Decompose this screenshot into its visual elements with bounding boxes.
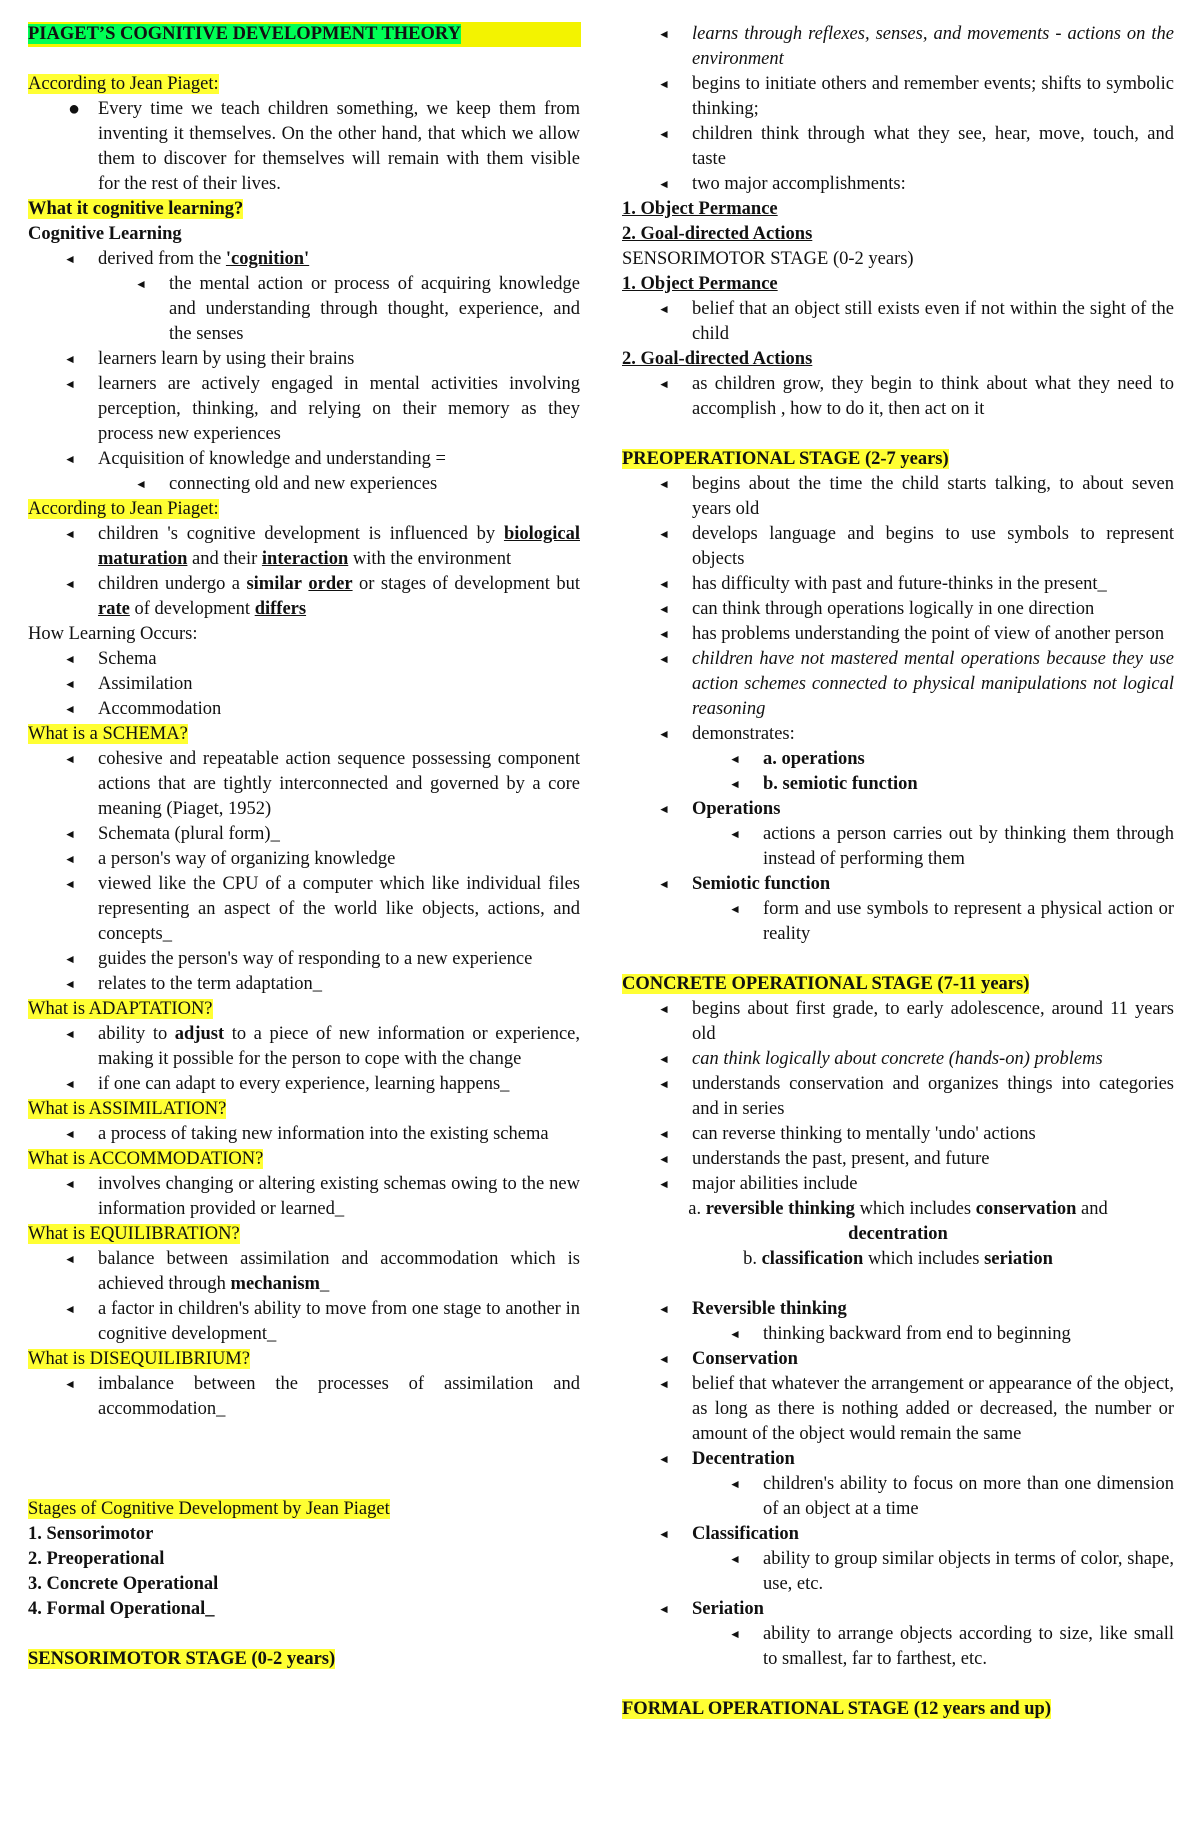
arrow-bullet-icon: ◄ bbox=[658, 527, 670, 541]
list-item: ◄ a factor in children's ability to move from one stage to another in cognitive development_ bbox=[64, 1299, 580, 1344]
stage-item: 3. Concrete Operational bbox=[28, 1574, 219, 1594]
list-item: ◄ ability to adjust to a piece of new information or experience, making it possible for the person to cope with the change bbox=[64, 1024, 580, 1069]
arrow-bullet-icon: ◄ bbox=[64, 877, 76, 891]
list-item: ◄ learns through reflexes, senses, and movements - actions on the environment bbox=[658, 24, 1174, 69]
arrow-bullet-icon: ◄ bbox=[64, 677, 76, 691]
heading-assimilation: What is ASSIMILATION? bbox=[28, 1099, 227, 1119]
heading-according-piaget-2: According to Jean Piaget: bbox=[28, 499, 219, 519]
arrow-bullet-icon: ◄ bbox=[729, 777, 741, 791]
list-item: ◄ cohesive and repeatable action sequence possessing component actions that are tightly interconnected and governed by a core meaning (Piaget, 1952) bbox=[64, 749, 580, 819]
list-item: ◄ ability to arrange objects according to size, like small to smallest, far to farthest, etc. bbox=[729, 1624, 1174, 1669]
list-item: ◄ has problems understanding the point of view of another person bbox=[622, 622, 1174, 647]
arrow-bullet-icon: ◄ bbox=[64, 377, 76, 391]
heading-accommodation: What is ACCOMMODATION? bbox=[28, 1149, 264, 1169]
heading-according-piaget: According to Jean Piaget: bbox=[28, 74, 219, 94]
list-item: ◄ Reversible thinking bbox=[622, 1297, 1174, 1322]
list-item: ◄ viewed like the CPU of a computer which like individual files representing an aspect of the world like objects, actions, and concepts_ bbox=[64, 874, 580, 944]
arrow-bullet-icon: ◄ bbox=[64, 252, 76, 266]
list-item: ◄ children undergo a similar order or stages of development but rate of development differs bbox=[64, 574, 580, 619]
list-item: ◄ imbalance between the processes of assimilation and accommodation_ bbox=[64, 1374, 580, 1419]
arrow-bullet-icon: ◄ bbox=[64, 1027, 76, 1041]
arrow-bullet-icon: ◄ bbox=[658, 577, 670, 591]
goal-directed-label-2: 2. Goal-directed Actions bbox=[622, 349, 813, 369]
left-column bbox=[28, 22, 580, 1672]
stage-item: 1. Sensorimotor bbox=[28, 1524, 154, 1544]
list-item: ◄ begins about the time the child starts talking, to about seven years old bbox=[658, 474, 1174, 519]
list-item: ◄ guides the person's way of responding to a new experience bbox=[28, 947, 580, 972]
list-item: ◄ Schema bbox=[28, 647, 580, 672]
bullet-dot-icon: ● bbox=[68, 98, 81, 120]
arrow-bullet-icon: ◄ bbox=[64, 827, 76, 841]
arrow-bullet-icon: ◄ bbox=[658, 1002, 670, 1016]
arrow-bullet-icon: ◄ bbox=[64, 352, 76, 366]
arrow-bullet-icon: ◄ bbox=[658, 477, 670, 491]
goal-directed-label: 2. Goal-directed Actions bbox=[622, 224, 813, 244]
arrow-bullet-icon: ◄ bbox=[658, 127, 670, 141]
list-item: ◄ learners learn by using their brains bbox=[28, 347, 580, 372]
arrow-bullet-icon: ◄ bbox=[135, 277, 147, 291]
list-item: ◄ can think through operations logically in one direction bbox=[622, 597, 1174, 622]
list-item: ◄ Schemata (plural form)_ bbox=[28, 822, 580, 847]
list-item: ◄ Semiotic function bbox=[622, 872, 1174, 897]
document-title: PIAGET’S COGNITIVE DEVELOPMENT THEORY bbox=[28, 22, 581, 47]
abilities-b: b. classification which includes seriation bbox=[743, 1249, 1053, 1269]
list-item: ◄ can reverse thinking to mentally 'undo' actions bbox=[622, 1122, 1174, 1147]
list-item: ◄ understands the past, present, and future bbox=[622, 1147, 1174, 1172]
cognitive-learning-label: Cognitive Learning bbox=[28, 224, 182, 244]
arrow-bullet-icon: ◄ bbox=[658, 1377, 670, 1391]
list-item: ◄ Conservation bbox=[622, 1347, 1174, 1372]
arrow-bullet-icon: ◄ bbox=[658, 1602, 670, 1616]
list-item: ◄ demonstrates: bbox=[622, 722, 1174, 747]
arrow-bullet-icon: ◄ bbox=[658, 1127, 670, 1141]
list-item: ◄ can think logically about concrete (hands-on) problems bbox=[622, 1047, 1174, 1072]
arrow-bullet-icon: ◄ bbox=[64, 852, 76, 866]
quote-item: ● Every time we teach children something, we keep them from inventing it themselves. On the other hand, that which we allow them to discover for themselves will remain with them visible for the rest of their lives. bbox=[68, 98, 580, 194]
arrow-bullet-icon: ◄ bbox=[658, 1152, 670, 1166]
list-item: ◄ thinking backward from end to beginning bbox=[622, 1322, 1174, 1347]
arrow-bullet-icon: ◄ bbox=[64, 1127, 76, 1141]
stage-item: 4. Formal Operational_ bbox=[28, 1599, 215, 1619]
arrow-bullet-icon: ◄ bbox=[658, 377, 670, 391]
list-item: ◄ involves changing or altering existing schemas owing to the new information provided or learned_ bbox=[64, 1174, 580, 1219]
list-item: ◄ has difficulty with past and future-thinks in the present_ bbox=[622, 572, 1174, 597]
list-item: ◄ Accommodation bbox=[28, 697, 580, 722]
arrow-bullet-icon: ◄ bbox=[729, 1552, 741, 1566]
object-permanence-label: 1. Object Permance bbox=[622, 199, 778, 219]
heading-concrete: CONCRETE OPERATIONAL STAGE (7-11 years) bbox=[622, 974, 1030, 994]
heading-sensorimotor: SENSORIMOTOR STAGE (0-2 years) bbox=[28, 1649, 336, 1669]
arrow-bullet-icon: ◄ bbox=[658, 802, 670, 816]
arrow-bullet-icon: ◄ bbox=[64, 1302, 76, 1316]
right-column bbox=[622, 22, 1174, 1722]
list-item: ◄ begins about first grade, to early adolescence, around 11 years old bbox=[658, 999, 1174, 1044]
arrow-bullet-icon: ◄ bbox=[64, 752, 76, 766]
arrow-bullet-icon: ◄ bbox=[64, 1252, 76, 1266]
arrow-bullet-icon: ◄ bbox=[658, 302, 670, 316]
list-item: ◄ as children grow, they begin to think about what they need to accomplish , how to do it, then act on it bbox=[658, 374, 1174, 419]
list-item: ◄ children's ability to focus on more than one dimension of an object at a time bbox=[729, 1474, 1174, 1519]
sensorimotor-plain-label: SENSORIMOTOR STAGE (0-2 years) bbox=[622, 249, 914, 269]
heading-stages: Stages of Cognitive Development by Jean Piaget bbox=[28, 1499, 390, 1519]
stage-item: 2. Preoperational bbox=[28, 1549, 165, 1569]
list-item: ◄ a person's way of organizing knowledge bbox=[28, 847, 580, 872]
list-item: ◄ understands conservation and organizes things into categories and in series bbox=[658, 1074, 1174, 1119]
list-item: ◄ two major accomplishments: bbox=[622, 172, 1174, 197]
list-item: ◄ connecting old and new experiences bbox=[28, 472, 580, 497]
arrow-bullet-icon: ◄ bbox=[658, 1352, 670, 1366]
heading-formal: FORMAL OPERATIONAL STAGE (12 years and up) bbox=[622, 1699, 1051, 1719]
list-item: ◄ children 's cognitive development is influenced by biological maturation and their interaction with the environment bbox=[64, 524, 580, 569]
arrow-bullet-icon: ◄ bbox=[64, 952, 76, 966]
list-item: ◄ children have not mastered mental operations because they use action schemes connected to physical manipulations not logical reasoning bbox=[658, 649, 1174, 719]
list-item: ◄ ability to group similar objects in terms of color, shape, use, etc. bbox=[729, 1549, 1174, 1594]
heading-preoperational: PREOPERATIONAL STAGE (2-7 years) bbox=[622, 449, 949, 469]
how-learning-label: How Learning Occurs: bbox=[28, 624, 198, 644]
arrow-bullet-icon: ◄ bbox=[64, 702, 76, 716]
heading-equilibration: What is EQUILIBRATION? bbox=[28, 1224, 240, 1244]
heading-what-cognitive: What it cognitive learning? bbox=[28, 199, 244, 219]
arrow-bullet-icon: ◄ bbox=[729, 902, 741, 916]
arrow-bullet-icon: ◄ bbox=[64, 577, 76, 591]
arrow-bullet-icon: ◄ bbox=[658, 77, 670, 91]
list-item: ◄ relates to the term adaptation_ bbox=[28, 972, 580, 997]
list-item: ◄ derived from the 'cognition' bbox=[28, 247, 580, 272]
list-item: ◄ Classification bbox=[622, 1522, 1174, 1547]
arrow-bullet-icon: ◄ bbox=[729, 1627, 741, 1641]
list-item: ◄ balance between assimilation and accommodation which is achieved through mechanism_ bbox=[64, 1249, 580, 1294]
list-item: ◄ form and use symbols to represent a physical action or reality bbox=[729, 899, 1174, 944]
arrow-bullet-icon: ◄ bbox=[658, 1452, 670, 1466]
list-item: ◄ Decentration bbox=[622, 1447, 1174, 1472]
arrow-bullet-icon: ◄ bbox=[658, 877, 670, 891]
list-item: ◄ develops language and begins to use symbols to represent objects bbox=[658, 524, 1174, 569]
arrow-bullet-icon: ◄ bbox=[658, 727, 670, 741]
arrow-bullet-icon: ◄ bbox=[658, 27, 670, 41]
arrow-bullet-icon: ◄ bbox=[658, 1177, 670, 1191]
arrow-bullet-icon: ◄ bbox=[658, 1302, 670, 1316]
heading-schema: What is a SCHEMA? bbox=[28, 724, 188, 744]
list-item: ◄ Acquisition of knowledge and understanding = bbox=[28, 447, 580, 472]
list-item: ◄ learners are actively engaged in mental activities involving perception, thinking, and relying on their memory as they process new experiences bbox=[64, 374, 580, 444]
list-item: ◄ the mental action or process of acquiring knowledge and understanding through thought, experience, and the senses bbox=[135, 274, 580, 344]
list-item: ◄ Operations bbox=[622, 797, 1174, 822]
list-item: ◄ a process of taking new information into the existing schema bbox=[28, 1122, 580, 1147]
list-item: ◄ belief that an object still exists even if not within the sight of the child bbox=[658, 299, 1174, 344]
arrow-bullet-icon: ◄ bbox=[658, 1077, 670, 1091]
list-item: ◄ b. semiotic function bbox=[622, 772, 1174, 797]
arrow-bullet-icon: ◄ bbox=[658, 177, 670, 191]
arrow-bullet-icon: ◄ bbox=[64, 527, 76, 541]
arrow-bullet-icon: ◄ bbox=[658, 652, 670, 666]
arrow-bullet-icon: ◄ bbox=[658, 1052, 670, 1066]
arrow-bullet-icon: ◄ bbox=[729, 1327, 741, 1341]
list-item: ◄ Seriation bbox=[622, 1597, 1174, 1622]
object-permanence-label-2: 1. Object Permance bbox=[622, 274, 778, 294]
arrow-bullet-icon: ◄ bbox=[729, 752, 741, 766]
heading-adaptation: What is ADAPTATION? bbox=[28, 999, 213, 1019]
list-item: ◄ if one can adapt to every experience, learning happens_ bbox=[28, 1072, 580, 1097]
arrow-bullet-icon: ◄ bbox=[658, 602, 670, 616]
arrow-bullet-icon: ◄ bbox=[64, 1077, 76, 1091]
list-item: ◄ children think through what they see, hear, move, touch, and taste bbox=[658, 124, 1174, 169]
arrow-bullet-icon: ◄ bbox=[64, 977, 76, 991]
arrow-bullet-icon: ◄ bbox=[135, 477, 147, 491]
arrow-bullet-icon: ◄ bbox=[64, 1177, 76, 1191]
list-item: ◄ belief that whatever the arrangement or appearance of the object, as long as there is nothing added or decreased, the number or amount of the object would remain the same bbox=[658, 1374, 1174, 1444]
arrow-bullet-icon: ◄ bbox=[64, 452, 76, 466]
list-item: ◄ actions a person carries out by thinking them through instead of performing them bbox=[729, 824, 1174, 869]
list-item: ◄ Assimilation bbox=[28, 672, 580, 697]
arrow-bullet-icon: ◄ bbox=[729, 827, 741, 841]
heading-disequilibrium: What is DISEQUILIBRIUM? bbox=[28, 1349, 250, 1369]
arrow-bullet-icon: ◄ bbox=[658, 1527, 670, 1541]
arrow-bullet-icon: ◄ bbox=[64, 1377, 76, 1391]
arrow-bullet-icon: ◄ bbox=[658, 627, 670, 641]
list-item: ◄ begins to initiate others and remember events; shifts to symbolic thinking; bbox=[658, 74, 1174, 119]
arrow-bullet-icon: ◄ bbox=[64, 652, 76, 666]
list-item: ◄ a. operations bbox=[622, 747, 1174, 772]
abilities-a: a. reversible thinking which includes conservation and decentration bbox=[688, 1199, 1108, 1244]
list-item: ◄ major abilities include bbox=[622, 1172, 1174, 1197]
arrow-bullet-icon: ◄ bbox=[729, 1477, 741, 1491]
